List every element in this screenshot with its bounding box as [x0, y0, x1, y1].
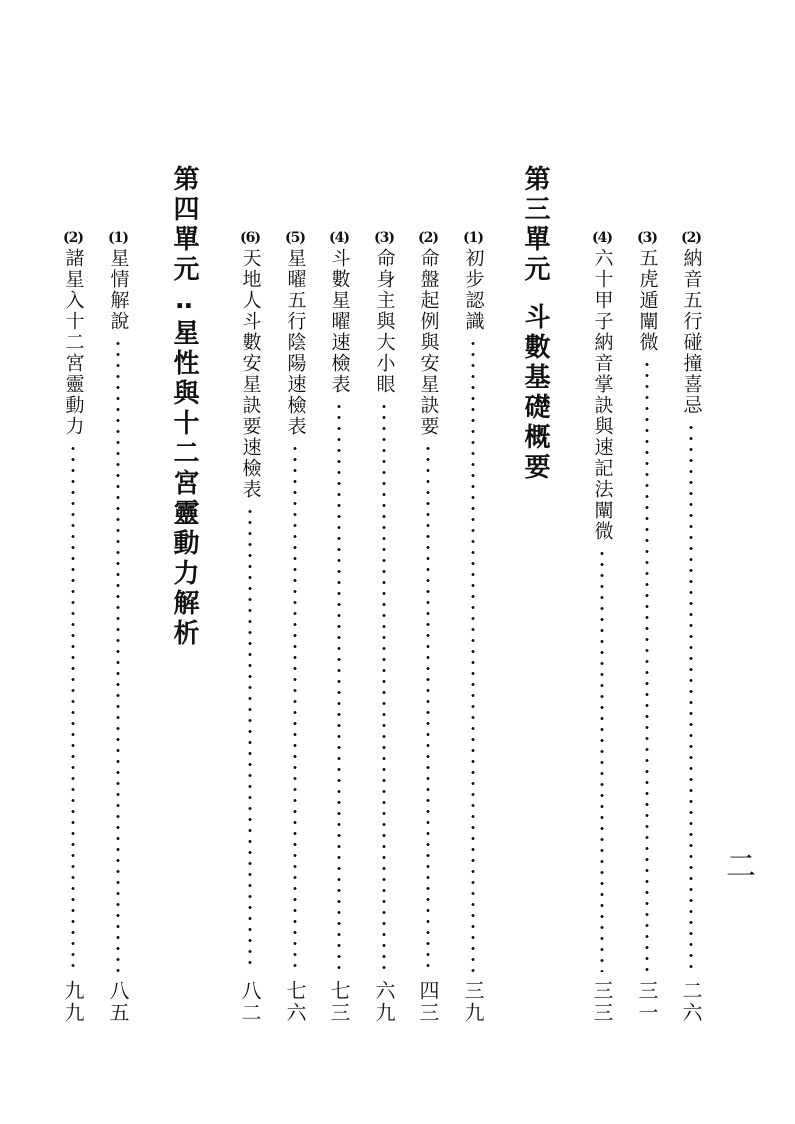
entry-number: (4) [329, 230, 349, 246]
entry-page: 八二 [238, 980, 262, 1024]
entry-page: 八五 [106, 980, 130, 1024]
entry-title: 五虎遁闡微 [636, 248, 659, 353]
entry-number: (1) [463, 230, 483, 246]
entry-title: 星曜五行陰陽速檢表 [284, 248, 307, 437]
dot-leader [645, 359, 649, 972]
entry-title: 命盤起例與安星訣要 [417, 248, 440, 437]
toc-entry[interactable] [369, 230, 399, 1030]
dot-leader [71, 443, 75, 972]
entry-title: 斗數星曜速檢表 [328, 248, 351, 395]
dot-leader [600, 548, 604, 972]
toc-entry[interactable] [632, 230, 662, 1030]
entry-number: (2) [418, 230, 438, 246]
entry-title: 六十甲子納音掌訣與速記法闡微 [591, 248, 614, 542]
entry-page: 二六 [679, 980, 703, 1024]
unit4-heading[interactable] [171, 165, 197, 649]
entry-page: 九九 [61, 980, 85, 1024]
entry-number: (4) [592, 230, 612, 246]
dot-leader [382, 401, 386, 972]
unit4-number: 第四單元 [169, 165, 199, 285]
entry-page: 四三 [416, 980, 440, 1024]
entry-page: 七六 [283, 980, 307, 1024]
entry-number: (5) [285, 230, 305, 246]
entry-number: (3) [374, 230, 394, 246]
entry-page: 六九 [372, 980, 396, 1024]
dot-leader [426, 443, 430, 972]
entry-title: 星情解說 [107, 248, 130, 332]
toc-entry[interactable] [58, 230, 88, 1030]
entry-page: 七三 [327, 980, 351, 1024]
entry-title: 命身主與大小眼 [373, 248, 396, 395]
folio-page-number: 二 [720, 850, 755, 880]
entry-number: (2) [63, 230, 83, 246]
entry-title: 初步認識 [462, 248, 485, 332]
entry-number: (1) [108, 230, 128, 246]
toc-entry[interactable] [280, 230, 310, 1030]
dot-leader [471, 338, 475, 972]
dot-leader [293, 443, 297, 972]
unit3-heading[interactable] [522, 165, 548, 483]
entry-title: 納音五行碰撞喜忌 [680, 248, 703, 416]
entry-number: (6) [240, 230, 260, 246]
entry-title: 諸星入十二宮靈動力 [62, 248, 85, 437]
entry-page: 三一 [635, 980, 659, 1024]
unit4-name: 星性與十二宮靈動力解析 [169, 319, 199, 649]
unit3-name: 斗數基礎概要 [520, 303, 550, 483]
toc-entry[interactable] [103, 230, 133, 1030]
dot-leader [337, 401, 341, 972]
unit3-number: 第三單元 [520, 165, 550, 285]
entry-page: 三九 [461, 980, 485, 1024]
toc-entry[interactable] [413, 230, 443, 1030]
toc-entry[interactable] [324, 230, 354, 1030]
entry-number: (2) [681, 230, 701, 246]
toc-entry[interactable] [676, 230, 706, 1030]
unit4-separator: ‥ [169, 285, 199, 319]
toc-entry[interactable] [587, 230, 617, 1030]
dot-leader [248, 506, 252, 972]
dot-leader [116, 338, 120, 972]
dot-leader [689, 422, 693, 972]
entry-page: 三三 [590, 980, 614, 1024]
toc-entry[interactable] [458, 230, 488, 1030]
entry-title: 天地人斗數安星訣要速檢表 [239, 248, 262, 500]
toc-entry[interactable] [235, 230, 265, 1030]
entry-number: (3) [637, 230, 657, 246]
